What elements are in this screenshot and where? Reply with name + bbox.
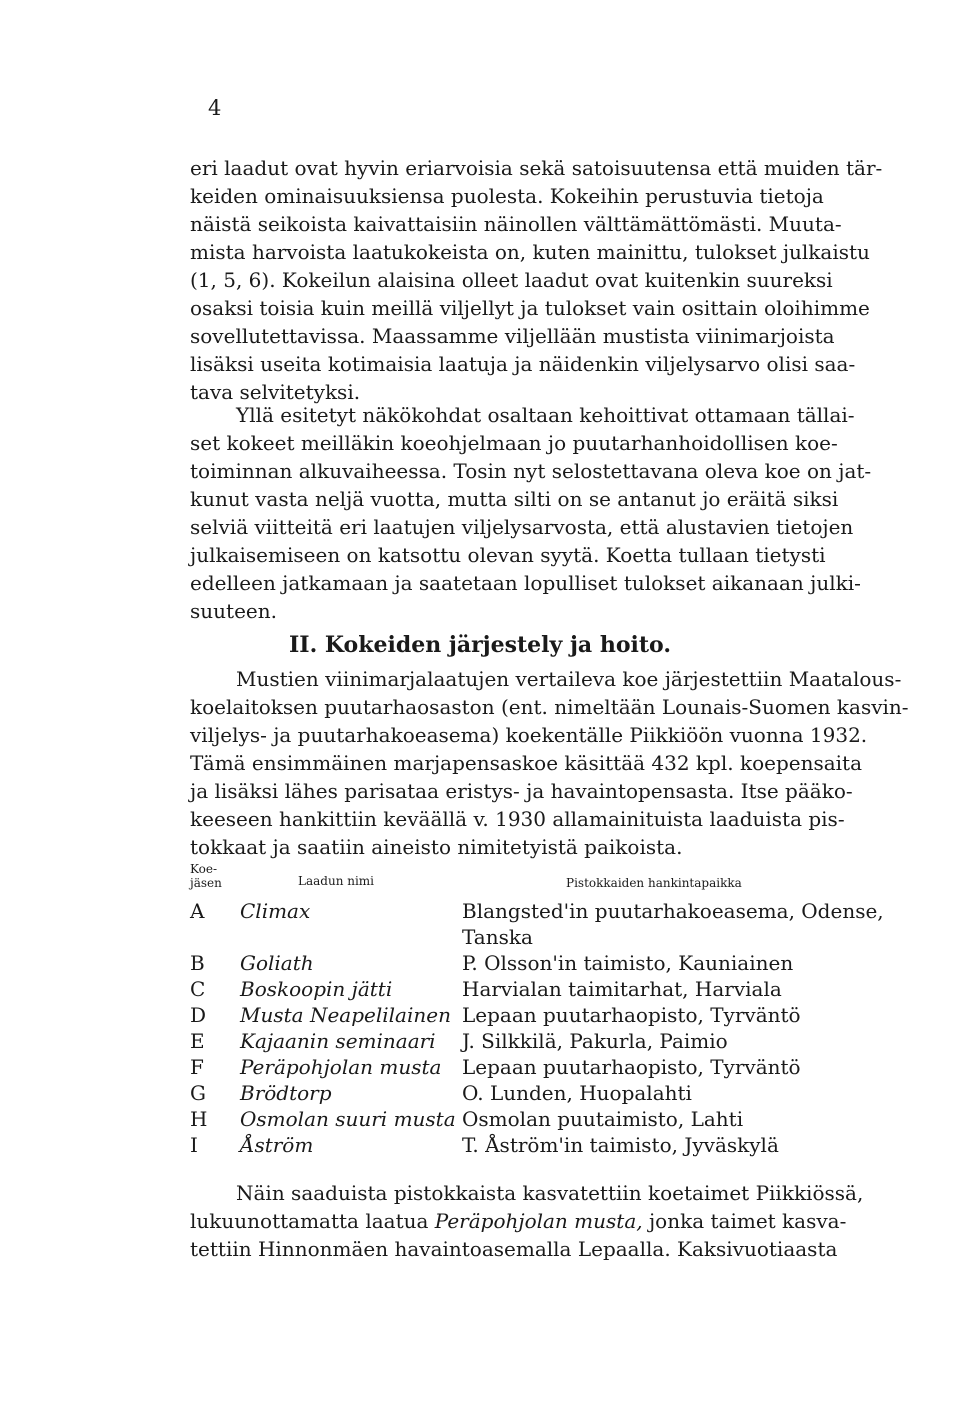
text-line: suuteen. <box>190 599 277 623</box>
source-place: P. Olsson'in taimisto, Kauniainen <box>462 951 794 975</box>
header-source: Pistokkaiden hankintapaikka <box>566 876 742 890</box>
text-line: tettiin Hinnonmäen havaintoasemalla Lepaalla. Kaksivuotiaasta <box>190 1237 838 1261</box>
text-line: tokkaat ja saatiin aineisto nimitetyistä paikoista. <box>190 835 683 859</box>
member-letter: C <box>190 977 206 1001</box>
text-line: edelleen jatkamaan ja saatetaan lopulliset tulokset aikanaan julki- <box>190 571 861 595</box>
text-line: selviä viitteitä eri laatujen viljelysarvosta, että alustavien tietojen <box>190 515 854 539</box>
variety-name: Osmolan suuri musta <box>240 1107 456 1131</box>
source-place: O. Lunden, Huopalahti <box>462 1081 692 1105</box>
text-line: (1, 5, 6). Kokeilun alaisina olleet laadut ovat kuitenkin suureksi <box>190 268 833 292</box>
page-number: 4 <box>208 96 222 120</box>
member-letter: B <box>190 951 205 975</box>
text-line: keiden ominaisuuksiensa puolesta. Kokeihin perustuvia tietoja <box>190 184 824 208</box>
text-line: osaksi toisia kuin meillä viljellyt ja tulokset vain osittain oloihimme <box>190 296 870 320</box>
variety-name: Goliath <box>240 951 314 975</box>
member-letter: D <box>190 1003 207 1027</box>
text-line: set kokeet meilläkin koeohjelmaan jo puutarhanhoidollisen koe- <box>190 431 838 455</box>
section-heading: II. Kokeiden järjestely ja hoito. <box>289 632 671 658</box>
variety-name: Kajaanin seminaari <box>240 1029 436 1053</box>
text-line: sovellutettavissa. Maassamme viljellään mustista viinimarjoista <box>190 324 835 348</box>
source-place: Osmolan puutaimisto, Lahti <box>462 1107 744 1131</box>
text-line: viljelys- ja puutarhakoeasema) koekentälle Piikkiöön vuonna 1932. <box>190 723 868 747</box>
variety-name: Åström <box>240 1133 314 1157</box>
source-place-continued: Tanska <box>462 925 533 949</box>
text-line: koelaitoksen puutarhaosaston (ent. nimeltään Lounais-Suomen kasvin- <box>190 695 909 719</box>
variety-name: Climax <box>240 899 311 923</box>
text-line: Näin saaduista pistokkaista kasvatettiin koetaimet Piikkiössä, <box>236 1181 864 1205</box>
text-line: ja lisäksi lähes parisataa eristys- ja havaintopensasta. Itse pääko- <box>190 779 853 803</box>
member-letter: E <box>190 1029 205 1053</box>
text-line: lisäksi useita kotimaisia laatuja ja näidenkin viljelysarvo olisi saa- <box>190 352 856 376</box>
member-letter: A <box>190 899 205 923</box>
text-run: lukuunottamatta laatua <box>190 1209 435 1233</box>
header-member: Koe- jäsen <box>190 862 222 890</box>
variety-name: Peräpohjolan musta <box>240 1055 442 1079</box>
variety-name: Boskoopin jätti <box>240 977 393 1001</box>
text-line: julkaisemiseen on katsottu olevan syytä. Koetta tullaan tietysti <box>190 543 826 567</box>
text-line: keeseen hankittiin keväällä v. 1930 allamainituista laaduista pis- <box>190 807 845 831</box>
text-line: toiminnan alkuvaiheessa. Tosin nyt selostettavana oleva koe on jat- <box>190 459 872 483</box>
variety-name: Musta Neapelilainen <box>240 1003 451 1027</box>
variety-name: Brödtorp <box>240 1081 332 1105</box>
italic-variety-name: Peräpohjolan musta, <box>434 1209 643 1233</box>
text-run: jonka taimet kasva- <box>642 1209 847 1233</box>
text-line: näistä seikoista kaivattaisiin näinollen välttämättömästi. Muuta- <box>190 212 842 236</box>
text-line: mista harvoista laatukokeista on, kuten mainittu, tulokset julkaistu <box>190 240 870 264</box>
member-letter: I <box>190 1133 198 1157</box>
text-line: kunut vasta neljä vuotta, mutta silti on se antanut jo eräitä siksi <box>190 487 839 511</box>
member-letter: G <box>190 1081 206 1105</box>
text-line: Tämä ensimmäinen marjapensaskoe käsittää 432 kpl. koepensaita <box>190 751 863 775</box>
text-line: eri laadut ovat hyvin eriarvoisia sekä satoisuutensa että muiden tär- <box>190 156 883 180</box>
member-letter: F <box>190 1055 204 1079</box>
source-place: Lepaan puutarhaopisto, Tyrväntö <box>462 1055 801 1079</box>
text-line <box>190 1208 846 1234</box>
text-line: tava selvitetyksi. <box>190 380 361 404</box>
text-line: Yllä esitetyt näkökohdat osaltaan kehoittivat ottamaan tällai- <box>236 403 855 427</box>
header-variety-name: Laadun nimi <box>298 874 375 888</box>
source-place: Harvialan taimitarhat, Harviala <box>462 977 782 1001</box>
source-place: Blangsted'in puutarhakoeasema, Odense, <box>462 899 884 923</box>
member-letter: H <box>190 1107 208 1131</box>
source-place: J. Silkkilä, Pakurla, Paimio <box>462 1029 728 1053</box>
source-place: T. Åström'in taimisto, Jyväskylä <box>462 1133 779 1157</box>
text-line: Mustien viinimarjalaatujen vertaileva koe järjestettiin Maatalous- <box>236 667 902 691</box>
source-place: Lepaan puutarhaopisto, Tyrväntö <box>462 1003 801 1027</box>
